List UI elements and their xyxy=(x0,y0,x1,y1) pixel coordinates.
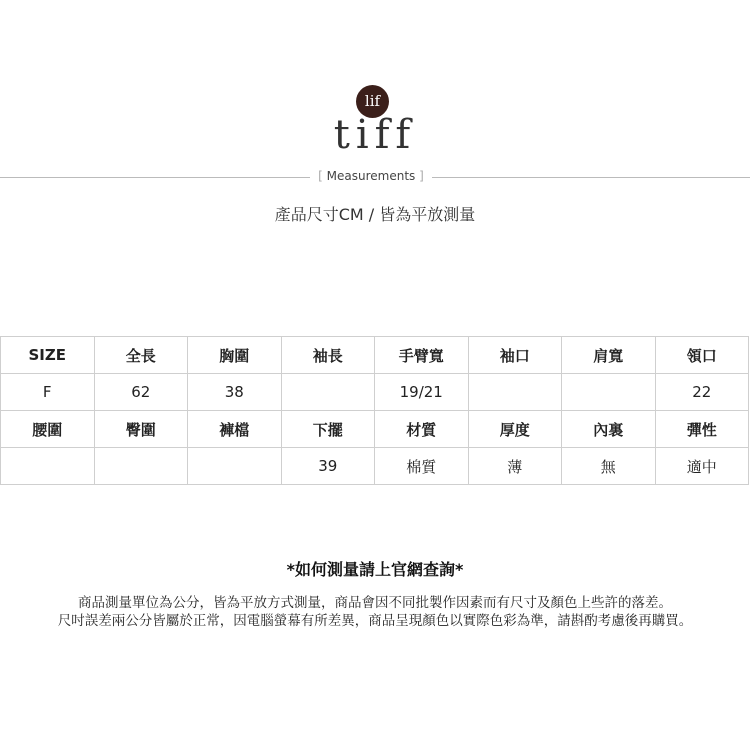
table-header-cell: 彈性 xyxy=(655,411,749,448)
table-header-cell: 下擺 xyxy=(281,411,375,448)
brand-wordmark: tiff xyxy=(333,112,417,158)
table-cell: 62 xyxy=(94,374,188,411)
table-header-cell: 材質 xyxy=(375,411,469,448)
divider-left xyxy=(0,177,310,178)
table-cell: 19/21 xyxy=(375,374,469,411)
table-header-cell: 袖口 xyxy=(468,337,562,374)
brand-logo-mark: lif xyxy=(356,85,389,118)
unit-note: 產品尺寸CM / 皆為平放測量 xyxy=(274,205,476,224)
table-header-row xyxy=(1,337,749,374)
table-header-cell: 厚度 xyxy=(468,411,562,448)
table-header-cell: 褲檔 xyxy=(188,411,282,448)
bracket-right: ] xyxy=(419,169,424,183)
table-cell: F xyxy=(1,374,95,411)
table-header-cell: 袖長 xyxy=(281,337,375,374)
disclaimer-line-1: 商品測量單位為公分，皆為平放方式測量，商品會因不同批製作因素而有尺寸及顏色上些許的落差。 xyxy=(78,595,672,611)
table-cell: 39 xyxy=(281,448,375,485)
table-header-cell: SIZE xyxy=(1,337,95,374)
table-header-cell: 全長 xyxy=(94,337,188,374)
table-cell xyxy=(281,374,375,411)
table-header-cell: 內裏 xyxy=(562,411,656,448)
table-row xyxy=(1,374,749,411)
howto-note: *如何測量請上官網查詢* xyxy=(286,560,464,579)
table-header-cell: 胸圍 xyxy=(188,337,282,374)
divider-right xyxy=(432,177,750,178)
table-cell: 無 xyxy=(562,448,656,485)
table-cell xyxy=(562,374,656,411)
bracket-left: [ xyxy=(318,169,323,183)
table-cell: 棉質 xyxy=(375,448,469,485)
table-header-cell: 領口 xyxy=(655,337,749,374)
table-cell: 22 xyxy=(655,374,749,411)
table-row xyxy=(1,448,749,485)
measurements-label: Measurements xyxy=(326,169,416,183)
disclaimer-line-2: 尺吋誤差兩公分皆屬於正常，因電腦螢幕有所差異，商品呈現顏色以實際色彩為準，請斟酌考慮後再購買。 xyxy=(57,613,693,629)
table-cell xyxy=(94,448,188,485)
table-cell: 薄 xyxy=(468,448,562,485)
table-header-cell: 腰圍 xyxy=(1,411,95,448)
size-table xyxy=(0,336,749,485)
table-cell: 適中 xyxy=(655,448,749,485)
table-cell: 38 xyxy=(188,374,282,411)
table-header-cell: 肩寬 xyxy=(562,337,656,374)
table-header-row xyxy=(1,411,749,448)
table-header-cell: 臀圍 xyxy=(94,411,188,448)
table-header-cell: 手臂寬 xyxy=(375,337,469,374)
table-cell xyxy=(1,448,95,485)
table-cell xyxy=(188,448,282,485)
table-cell xyxy=(468,374,562,411)
section-title xyxy=(312,169,430,183)
